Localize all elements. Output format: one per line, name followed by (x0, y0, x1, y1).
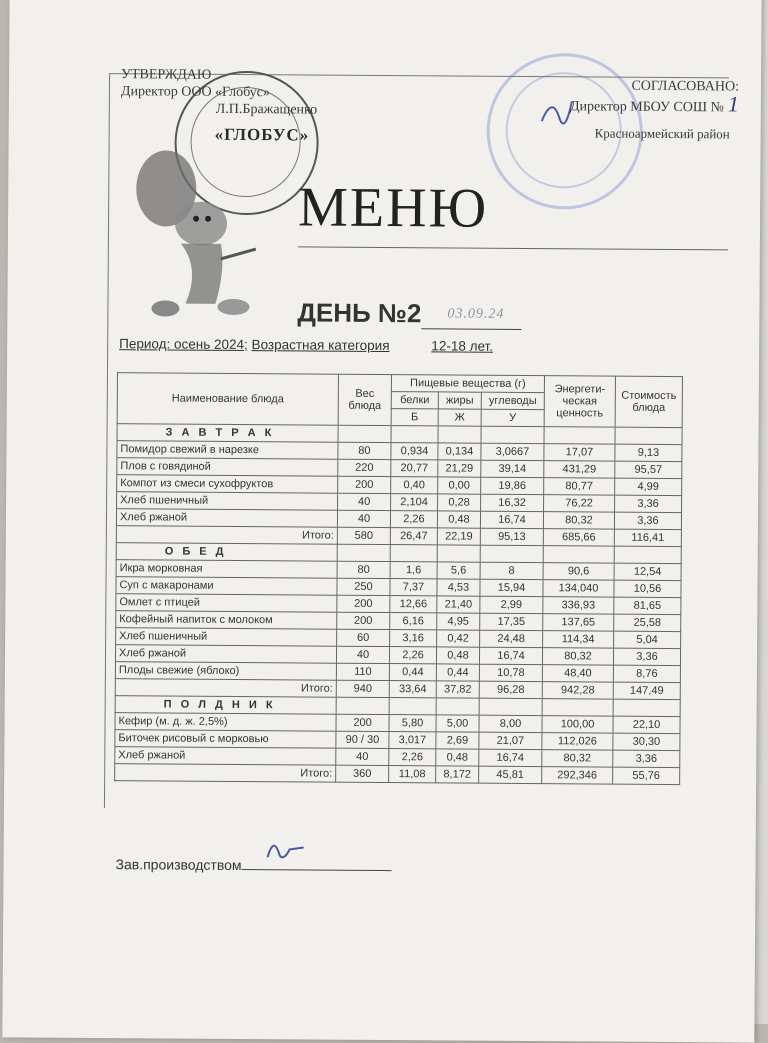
cell-carbs: 24,48 (480, 630, 543, 647)
cell-fats: 0,48 (436, 749, 479, 766)
dish-name: Биточек рисовый с морковью (115, 730, 336, 749)
dish-name: Кефир (м. д. ж. 2,5%) (115, 713, 336, 732)
cell-carbs: 8 (480, 562, 543, 579)
col-header-name: Наименование блюда (117, 373, 338, 426)
cell-fats: 5,00 (436, 715, 479, 732)
total-proteins: 33,64 (389, 681, 436, 698)
total-weight: 940 (336, 680, 389, 697)
col-header-energy: Энергети-ческая ценность (544, 376, 615, 427)
age-label: Возрастная категория (251, 337, 390, 354)
dish-name: Кофейный напиток с молоком (116, 611, 337, 630)
dish-name: Хлеб ржаной (115, 747, 336, 766)
cell-carbs: 16,74 (479, 749, 542, 766)
approve-label: УТВЕРЖДАЮ (121, 67, 212, 83)
cell-proteins: 0,934 (391, 443, 438, 460)
empty-cell (436, 698, 479, 715)
day-label: ДЕНЬ №2 (297, 297, 422, 329)
cell-cost: 30,30 (613, 733, 680, 750)
total-carbs: 45,81 (479, 766, 542, 783)
frame-left-line (104, 73, 110, 808)
cell-energy: 80,32 (543, 512, 614, 529)
period-line (119, 336, 493, 354)
menu-sheet (2, 0, 761, 1043)
cell-weight: 90 / 30 (336, 731, 389, 748)
total-proteins: 26,47 (390, 528, 437, 545)
cell-proteins: 0,44 (389, 664, 436, 681)
total-row (115, 764, 680, 785)
cell-weight: 40 (338, 493, 391, 510)
cell-fats: 5,6 (437, 562, 480, 579)
cell-weight: 250 (337, 578, 390, 595)
cell-weight: 200 (336, 714, 389, 731)
period-label: Период: осень 2024; (119, 336, 248, 353)
total-fats: 37,82 (436, 681, 479, 698)
approve-name: Л.П.Бражащенко (215, 101, 318, 118)
empty-cell (438, 426, 481, 443)
col-header-carbs: углеводы (481, 392, 544, 409)
cell-carbs: 16,74 (479, 647, 542, 664)
dish-name: Плов с говядиной (117, 458, 338, 477)
cell-carbs: 3,0667 (481, 443, 544, 460)
empty-cell (481, 426, 544, 443)
cell-carbs: 16,32 (481, 494, 544, 511)
total-carbs: 96,28 (479, 681, 542, 698)
empty-cell (390, 545, 437, 562)
cell-cost: 25,58 (614, 614, 681, 631)
cell-cost: 12,54 (614, 563, 681, 580)
cell-cost: 95,57 (615, 461, 682, 478)
col-header-nutrients: Пищевые вещества (г) (391, 375, 544, 393)
cell-carbs: 17,35 (480, 613, 543, 630)
cell-fats: 4,53 (437, 579, 480, 596)
agree-director: Директор МБОУ СОШ № (569, 99, 724, 116)
cell-energy: 17,07 (544, 444, 615, 461)
total-label: Итого: (116, 526, 337, 545)
total-cost: 147,49 (613, 682, 680, 699)
section-title: З А В Т Р А К (117, 424, 338, 443)
agree-label: СОГЛАСОВАНО: (631, 78, 740, 95)
cell-energy: 100,00 (542, 716, 613, 733)
cell-weight: 60 (337, 629, 390, 646)
cell-energy: 80,32 (542, 648, 613, 665)
cell-cost: 3,36 (615, 495, 682, 512)
cell-weight: 200 (338, 476, 391, 493)
section-title: О Б Е Д (116, 543, 337, 562)
cell-energy: 76,22 (544, 495, 615, 512)
empty-cell (389, 698, 436, 715)
agree-director-line (479, 91, 739, 117)
cell-cost: 3,36 (614, 512, 681, 529)
dish-name: Хлеб пшеничный (116, 628, 337, 647)
cell-cost: 3,36 (613, 648, 680, 665)
col-header-cost: Стоимость блюда (615, 376, 682, 427)
total-cost: 116,41 (614, 529, 681, 546)
cell-proteins: 2,26 (389, 749, 436, 766)
col-header-p-letter: Б (391, 409, 438, 426)
cell-proteins: 3,017 (389, 732, 436, 749)
date-handwritten: 03.09.24 (447, 306, 505, 322)
cell-cost: 8,76 (613, 665, 680, 682)
empty-cell (613, 699, 680, 716)
empty-cell (614, 546, 681, 563)
cell-proteins: 20,77 (391, 460, 438, 477)
total-energy: 292,346 (542, 767, 613, 784)
total-proteins: 11,08 (389, 766, 436, 783)
cell-fats: 0,134 (438, 443, 481, 460)
manager-signature (260, 831, 310, 867)
total-energy: 942,28 (542, 682, 613, 699)
cell-proteins: 5,80 (389, 715, 436, 732)
cell-energy: 80,32 (542, 750, 613, 767)
total-label: Итого: (115, 679, 336, 698)
empty-cell (437, 545, 480, 562)
empty-cell (479, 698, 542, 715)
cell-weight: 200 (337, 612, 390, 629)
cell-proteins: 2,104 (391, 494, 438, 511)
cell-fats: 2,69 (436, 732, 479, 749)
cell-energy: 90,6 (543, 563, 614, 580)
cell-weight: 40 (336, 748, 389, 765)
approve-director: Директор ООО «Глобус» (120, 84, 270, 101)
cell-weight: 200 (337, 595, 390, 612)
cell-carbs: 8,00 (479, 715, 542, 732)
col-header-fats: жиры (438, 392, 481, 409)
total-weight: 580 (337, 527, 390, 544)
cell-cost: 5,04 (614, 631, 681, 648)
cell-energy: 137,65 (543, 614, 614, 631)
cell-carbs: 15,94 (480, 579, 543, 596)
squirrel-mascot-image (125, 128, 266, 329)
cell-fats: 0,00 (438, 477, 481, 494)
age-value: 12-18 лет. (431, 338, 494, 354)
cell-fats: 0,28 (438, 494, 481, 511)
cell-weight: 40 (336, 646, 389, 663)
cell-cost: 81,65 (614, 597, 681, 614)
cell-fats: 0,42 (437, 630, 480, 647)
cell-energy: 112,026 (542, 733, 613, 750)
cell-proteins: 6,16 (390, 613, 437, 630)
agree-rayon: Красноармейский район (594, 125, 730, 142)
cell-energy: 134,040 (543, 580, 614, 597)
cell-fats: 0,44 (436, 664, 479, 681)
empty-cell (480, 545, 543, 562)
total-weight: 360 (336, 765, 389, 782)
cell-energy: 80,77 (544, 478, 615, 495)
col-header-f-letter: Ж (438, 409, 481, 426)
menu-table-body (115, 424, 682, 785)
cell-fats: 21,40 (437, 596, 480, 613)
cell-proteins: 0,40 (391, 477, 438, 494)
dish-name: Хлеб ржаной (116, 509, 337, 528)
cell-proteins: 2,26 (390, 511, 437, 528)
cell-cost: 9,13 (615, 444, 682, 461)
cell-cost: 4,99 (615, 478, 682, 495)
total-label: Итого: (115, 764, 336, 783)
dish-name: Икра морковная (116, 560, 337, 579)
section-title: П О Л Д Н И К (115, 696, 336, 715)
empty-cell (337, 544, 390, 561)
cell-fats: 4,95 (437, 613, 480, 630)
cell-carbs: 19,86 (481, 477, 544, 494)
col-header-proteins: белки (391, 392, 438, 409)
cell-fats: 0,48 (437, 511, 480, 528)
menu-table (114, 372, 683, 785)
dish-name: Суп с макаронами (116, 577, 337, 596)
total-fats: 22,19 (437, 528, 480, 545)
cell-fats: 0,48 (436, 647, 479, 664)
footer-line (116, 854, 392, 874)
cell-weight: 40 (337, 510, 390, 527)
cell-proteins: 12,66 (390, 596, 437, 613)
cell-energy: 431,29 (544, 461, 615, 478)
cell-fats: 21,29 (438, 460, 481, 477)
agree-block (479, 77, 739, 117)
cell-cost: 3,36 (613, 750, 680, 767)
total-fats: 8,172 (436, 766, 479, 783)
title-rule (298, 246, 728, 250)
cell-cost: 22,10 (613, 716, 680, 733)
empty-cell (615, 427, 682, 444)
dish-name: Хлеб пшеничный (117, 492, 338, 511)
col-header-c-letter: У (481, 409, 544, 426)
cell-weight: 80 (338, 442, 391, 459)
empty-cell (338, 425, 391, 442)
page-title: МЕНЮ (297, 176, 489, 240)
total-cost: 55,76 (613, 767, 680, 784)
cell-weight: 80 (337, 561, 390, 578)
cell-carbs: 2,99 (480, 596, 543, 613)
total-carbs: 95,13 (480, 528, 543, 545)
cell-proteins: 2,26 (389, 647, 436, 664)
approve-block (121, 66, 318, 118)
footer-label: Зав.производством (115, 856, 242, 874)
cell-energy: 336,93 (543, 597, 614, 614)
dish-name: Компот из смеси сухофруктов (117, 475, 338, 494)
cell-carbs: 39,14 (481, 460, 544, 477)
dish-name: Омлет с птицей (116, 594, 337, 613)
cell-carbs: 16,74 (480, 511, 543, 528)
empty-cell (391, 426, 438, 443)
cell-energy: 48,40 (542, 665, 613, 682)
cell-proteins: 1,6 (390, 562, 437, 579)
dish-name: Помидор свежий в нарезке (117, 441, 338, 460)
col-header-weight: Вес блюда (338, 374, 391, 425)
cell-weight: 220 (338, 459, 391, 476)
empty-cell (336, 697, 389, 714)
empty-cell (544, 427, 615, 444)
cell-proteins: 3,16 (390, 630, 437, 647)
empty-cell (542, 699, 613, 716)
dish-name: Плоды свежие (яблоко) (115, 662, 336, 681)
cell-carbs: 10,78 (479, 664, 542, 681)
cell-cost: 10,56 (614, 580, 681, 597)
dish-name: Хлеб ржаной (115, 645, 336, 664)
cell-carbs: 21,07 (479, 732, 542, 749)
cell-energy: 114,34 (543, 631, 614, 648)
school-number-handwritten: 1 (727, 91, 739, 117)
total-energy: 685,66 (543, 529, 614, 546)
globus-stamp-text: «ГЛОБУС» (214, 124, 310, 145)
empty-cell (543, 546, 614, 563)
cell-proteins: 7,37 (390, 579, 437, 596)
cell-weight: 110 (336, 663, 389, 680)
